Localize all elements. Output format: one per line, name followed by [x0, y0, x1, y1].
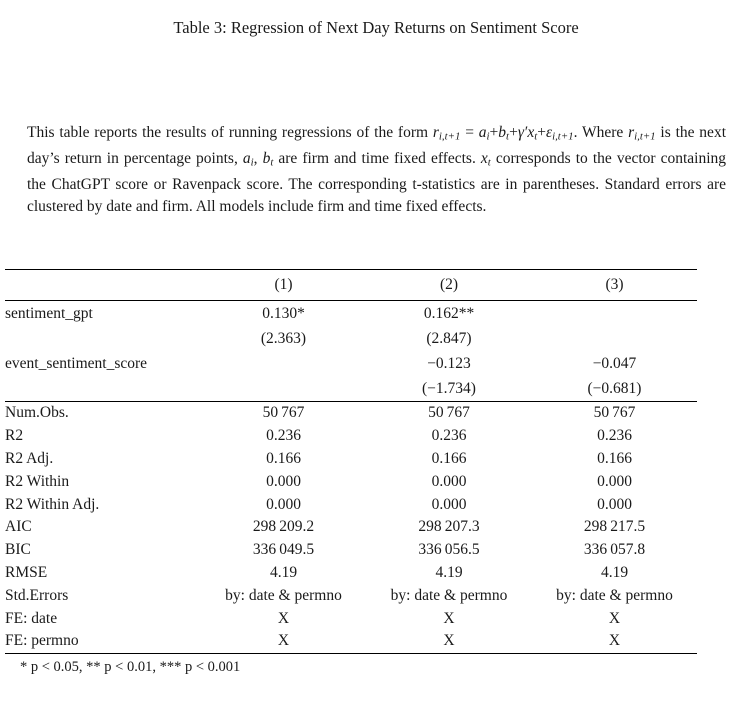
row-label: R2 Within Adj.	[5, 495, 100, 513]
text-segment: t	[506, 130, 510, 143]
text-segment: ,	[253, 150, 263, 167]
value-cell: 298 207.3	[418, 518, 480, 536]
note-row	[5, 653, 697, 684]
table-row	[5, 516, 697, 539]
table-row	[5, 425, 697, 448]
table-row	[5, 326, 697, 351]
row-label: FE: permno	[5, 632, 79, 650]
text-segment: i	[486, 130, 490, 143]
row-label: sentiment_gpt	[5, 304, 93, 322]
value-cell: 0.236	[431, 427, 467, 445]
value-cell: 0.166	[431, 449, 467, 467]
value-cell: 0.000	[431, 472, 467, 490]
text-segment: i,t+1	[552, 130, 574, 143]
text-segment: x	[480, 150, 488, 167]
header-cell-model-1: (1)	[201, 270, 366, 301]
value-cell: 336 056.5	[418, 541, 480, 559]
text-segment: i,t+1	[438, 130, 461, 143]
value-cell: 336 049.5	[252, 541, 315, 559]
regression-table	[5, 269, 697, 684]
value-cell: X	[277, 609, 290, 627]
value-cell: 50 767	[366, 402, 532, 425]
row-label	[5, 376, 201, 402]
table-footer	[5, 653, 697, 684]
text-segment: x	[527, 124, 535, 141]
row-label: R2	[5, 427, 24, 445]
text-segment: i	[250, 156, 254, 169]
value-cell: 0.130*	[262, 304, 305, 322]
value-cell	[201, 376, 366, 402]
value-cell: by: date & permno	[390, 586, 508, 604]
table-row	[5, 351, 697, 376]
value-cell: X	[443, 609, 455, 627]
statistics-section	[5, 402, 697, 654]
text-segment: are firm and time fixed effects.	[273, 150, 481, 167]
value-cell: 0.000	[266, 472, 301, 490]
value-cell: (−1.734)	[422, 379, 476, 397]
value-cell: X	[443, 632, 455, 650]
table-row	[5, 402, 697, 425]
value-cell: (−0.681)	[587, 379, 642, 397]
value-cell	[532, 326, 697, 351]
row-label: Num.Obs.	[5, 402, 201, 425]
table-header	[5, 270, 697, 301]
value-cell: 50 767	[532, 402, 697, 425]
value-cell: 0.166	[597, 449, 632, 467]
value-cell: 4.19	[435, 563, 463, 581]
text-segment: t	[534, 130, 538, 143]
value-cell: X	[608, 632, 621, 650]
value-cell: by: date & permno	[556, 586, 673, 604]
table-caption: Table 3: Regression of Next Day Returns on Sentiment Score	[173, 18, 579, 37]
table-row	[5, 376, 697, 402]
value-cell: −0.047	[592, 354, 637, 372]
row-label: AIC	[5, 518, 32, 536]
table-row	[5, 470, 697, 493]
text-segment: r	[432, 124, 439, 141]
value-cell: 336 057.8	[583, 541, 646, 559]
row-label	[5, 326, 201, 351]
value-cell: 298 209.2	[252, 518, 315, 536]
row-label: FE: date	[5, 609, 58, 627]
text-segment: γ′	[517, 124, 528, 141]
value-cell: 0.236	[597, 427, 632, 445]
table-row	[5, 584, 697, 607]
value-cell: 4.19	[600, 563, 629, 581]
value-cell: 0.000	[266, 495, 301, 513]
text-segment: a	[242, 150, 251, 167]
table-row	[5, 448, 697, 471]
table-row	[5, 539, 697, 562]
text-segment: =	[460, 124, 479, 141]
row-label: RMSE	[5, 563, 48, 581]
text-segment: This table reports the results of running regressions of the form	[27, 124, 433, 141]
header-cell-empty	[5, 270, 201, 301]
value-cell: −0.123	[427, 354, 471, 372]
table-row	[5, 301, 697, 327]
header-cell-model-2: (2)	[366, 270, 532, 301]
text-segment: +	[537, 124, 546, 141]
coefficients-section	[5, 301, 697, 402]
text-segment: t	[270, 156, 274, 169]
text-segment: +	[489, 124, 499, 141]
table-row	[5, 562, 697, 585]
header-row	[5, 270, 697, 301]
text-segment: is the next day’s return in percentage points,	[27, 124, 726, 167]
value-cell	[532, 301, 697, 327]
text-segment: ε	[545, 124, 553, 141]
value-cell: X	[608, 609, 621, 627]
text-segment: +	[509, 124, 518, 141]
value-cell: 50 767	[201, 402, 366, 425]
value-cell: X	[277, 632, 290, 650]
text-segment: a	[478, 124, 487, 141]
row-label: event_sentiment_score	[5, 354, 148, 372]
table-row	[5, 607, 697, 630]
value-cell: 0.000	[597, 472, 632, 490]
row-label: R2 Within	[5, 472, 70, 490]
text-segment: t	[487, 156, 491, 169]
value-cell: (2.363)	[260, 329, 307, 347]
value-cell: by: date & permno	[225, 586, 342, 604]
value-cell: 0.236	[266, 427, 301, 445]
text-segment: b	[498, 124, 507, 141]
row-label: R2 Adj.	[5, 449, 54, 467]
value-cell: 4.19	[269, 563, 298, 581]
row-label: Std.Errors	[5, 586, 69, 604]
value-cell: 0.162**	[423, 304, 475, 322]
row-label: BIC	[5, 541, 31, 559]
text-segment: corresponds to the vector containing the ChatGPT score or Ravenpack score. The corresponding t-statistics are in parentheses. Standard errors are clustered by date and firm. All models include firm and time fixed effects.	[27, 150, 727, 216]
value-cell: 0.000	[431, 495, 467, 513]
table-row	[5, 630, 697, 653]
value-cell: (2.847)	[426, 329, 472, 347]
text-segment: r	[628, 124, 635, 141]
table-description	[27, 122, 726, 219]
significance-note: * p < 0.05, ** p < 0.01, *** p < 0.001	[5, 653, 697, 684]
text-segment: i,t+1	[634, 130, 656, 143]
value-cell	[201, 351, 366, 376]
value-cell: 298 217.5	[583, 518, 646, 536]
value-cell: 0.000	[597, 495, 632, 513]
value-cell: 0.166	[266, 449, 301, 467]
text-segment: . Where	[573, 124, 629, 141]
header-cell-model-3: (3)	[532, 270, 697, 301]
table-row	[5, 493, 697, 516]
text-segment: b	[262, 150, 271, 167]
